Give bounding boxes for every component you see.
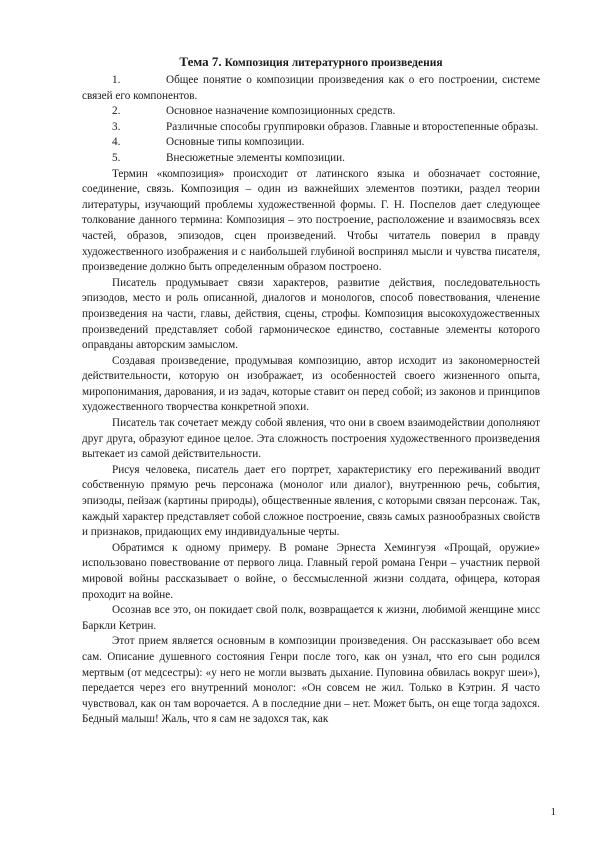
body-paragraph: Рисуя человека, писатель дает его портрет, характеристику его переживаний вводит собственную прямую речь персонажа (монолог или диалог), внутреннюю речь, события, эпизоды, пейзаж (картины природы), общественные явления, с которыми связан персонаж. Так, каждый характер представляет собой сложное построение, связь самых разнообразных свойств и признаков, придающих ему индивидуальные черты.: [82, 463, 540, 539]
plan-item: [82, 151, 540, 167]
page-title: [82, 54, 540, 71]
plan-item-text: Различные способы группировки образов. Главные и второстепенные образы.: [166, 120, 539, 133]
plan-item-number: 2.: [112, 105, 121, 118]
body-paragraph: Осознав все это, он покидает свой полк, возвращается к жизни, любимой женщине мисс Баркли Кетрин.: [82, 604, 540, 632]
body-paragraph: Писатель продумывает связи характеров, развитие действия, последовательность эпизодов, место и роль описанной, диалогов и монологов, способ повествования, членение произведения на части, главы, действия, сцены, строфы. Композиция высокохудожественных произведений представляет собой гармоническое единство, составные элементы которого оправданы авторским замыслом.: [82, 276, 540, 352]
body-paragraph: Обратимся к одному примеру. В романе Эрнеста Хемингуэя «Прощай, оружие» использовано повествование от первого лица. Главный герой романа Генри – участник первой мировой войны рассказывает о войне, о бессмысленной жизни солдата, офицера, которая проходит на войне.: [82, 541, 540, 601]
body-paragraph: Этот прием является основным в композиции произведения. Он рассказывает обо всем сам. Описание душевного состояния Генри после того, как он узнал, что его сын родился мертвым (от медсестры): «у него не могли вызвать дыхание. Пуповина обвилась вокруг шеи»), передается через его внутренний монолог: «Он совсем не жил. Только в Кэтрин. Я часто чувствовал, как он там ворочается. А в последние дни – нет. Может быть, он еще тогда задохся. Бедный малыш! Жаль, что я сам не задохся так, как: [82, 635, 540, 726]
body-paragraph: Писатель так сочетает между собой явления, что они в своем взаимодействии дополняют друг друга, образуют единое целое. Эта сложность построения художественного произведения вытекает из самой действительности.: [82, 417, 540, 461]
body-paragraph: Термин «композиция» происходит от латинского языка и обозначает состояние, соединение, связь. Композиция – один из важнейших элементов поэтики, раздел теории литературы, изучающий проблемы художественной формы. Г. Н. Поспелов дает следующее толкование данного термина: Композиция – это построение, расположение и взаимосвязь всех частей, образов, эпизодов, сцен произведений. Чтобы читатель поверил в правду художественного изображения и с наибольшей глубиной воспринял мысли и чувства писателя, произведение должно быть определенным образом построено.: [82, 167, 540, 274]
plan-item-text: Основное назначение композиционных средств.: [166, 105, 396, 118]
topic-label: Тема 7.: [179, 54, 222, 69]
plan-item: [82, 135, 540, 151]
plan-item: [82, 104, 540, 120]
plan-item: [82, 73, 540, 104]
plan-item-number: 4.: [112, 136, 121, 149]
plan-list: [82, 73, 540, 167]
plan-item: [82, 120, 540, 136]
body-paragraph: Создавая произведение, продумывая композицию, автор исходит из закономерностей действительности, которую он изображает, из особенностей своего жизненного опыта, миропонимания, дарования, и из задач, которые ставит он перед собой; из законов и принципов художественного творчества конкретной эпохи.: [82, 354, 540, 414]
page-number: 1: [550, 806, 556, 818]
plan-item-number: 1.: [112, 74, 121, 86]
topic-heading: Композиция литературного произведения: [224, 57, 443, 69]
plan-item-text: Общее понятие о композиции произведения как о его построении, системе связей его компонентов.: [82, 74, 540, 102]
body-text: [82, 167, 540, 728]
plan-item-number: 5.: [112, 151, 121, 164]
plan-item-text: Основные типы композиции.: [166, 136, 305, 149]
plan-item-text: Внесюжетные элементы композиции.: [166, 151, 345, 164]
plan-item-number: 3.: [112, 120, 121, 133]
